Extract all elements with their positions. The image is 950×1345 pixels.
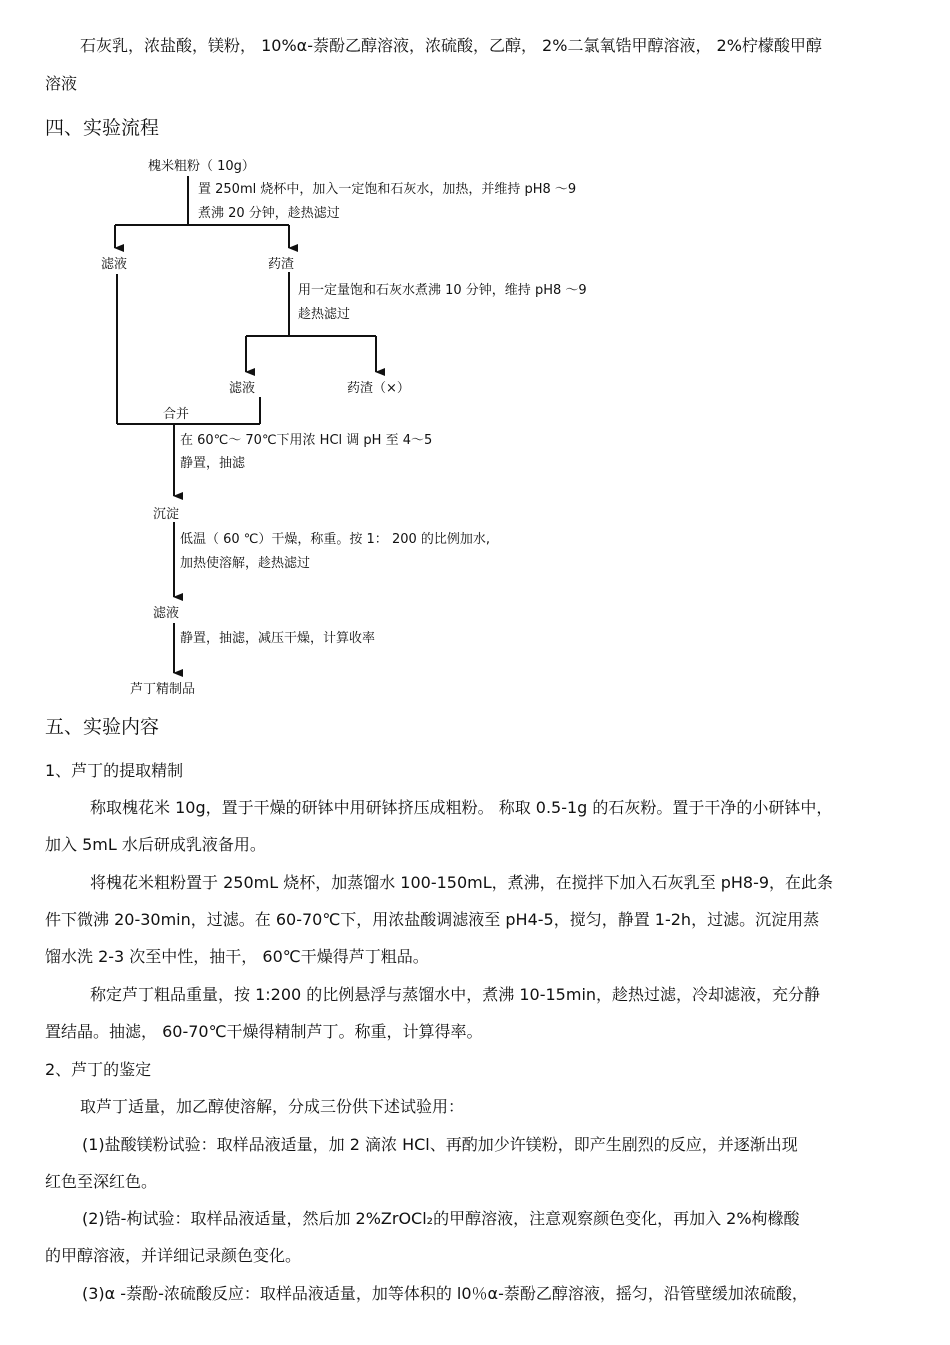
- flow-filtrate-3: 滤液: [153, 606, 180, 621]
- paragraph-2-line-1: 将槐花米粗粉置于 250mL 烧杯，加蒸馏水 100-150mL，煮沸，在搅拌下加入石灰乳至 pH8-9，在此条: [90, 873, 834, 892]
- flow-start: 槐米粗粉（ 10g）: [148, 159, 255, 174]
- paragraph-3-line-1: 称定芦丁粗品重量，按 1:200 的比例悬浮与蒸馏水中，煮沸 10-15min，趁热过滤，冷却滤液，充分静: [90, 985, 821, 1004]
- paragraph-2-line-2: 件下微沸 20-30min，过滤。在 60-70℃下，用浓盐酸调滤液至 pH4-5，搅匀，静置 1-2h，过滤。沉淀用蒸: [45, 910, 820, 929]
- flow-merge: 合并: [163, 407, 190, 422]
- subsection-1-heading: 1、芦丁的提取精制: [45, 761, 184, 780]
- flow-step-1-line-1: 置 250ml 烧杯中，加入一定饱和石灰水，加热，并维持 pH8 ～9: [198, 182, 577, 197]
- flow-step-3-line-1: 在 60℃～ 70℃下用浓 HCl 调 pH 至 4～5: [180, 433, 433, 448]
- subsection-2-heading: 2、芦丁的鉴定: [45, 1060, 152, 1079]
- paragraph-3-line-2: 置结晶。抽滤， 60-70℃干燥得精制芦丁。称重，计算得率。: [45, 1022, 483, 1041]
- flow-filtrate-2: 滤液: [229, 381, 256, 396]
- paragraph-1-line-1: 称取槐花米 10g，置于干燥的研钵中用研钵挤压成粗粉。 称取 0.5-1g 的石灰粉。置于干净的小研钵中，: [90, 798, 833, 817]
- flow-residue-2: 药渣（×）: [347, 381, 410, 396]
- flow-step-2-line-2: 趁热滤过: [298, 307, 351, 322]
- paragraph-1-line-2: 加入 5mL 水后研成乳液备用。: [45, 835, 266, 854]
- reagents-line-1: 石灰乳，浓盐酸，镁粉， 10%α-萘酚乙醇溶液，浓硫酸，乙醇， 2%二氯氧锆甲醇溶液， 2%柠檬酸甲醇: [80, 36, 822, 55]
- test-2-line-2: 的甲醇溶液，并详细记录颜色变化。: [45, 1246, 302, 1265]
- paragraph-2-line-3: 馏水洗 2-3 次至中性，抽干， 60℃干燥得芦丁粗品。: [45, 947, 429, 966]
- flow-step-5: 静置，抽滤，减压干燥，计算收率: [180, 631, 376, 646]
- reagents-line-2: 溶液: [45, 74, 78, 93]
- section-4-heading: 四、实验流程: [45, 117, 160, 139]
- flow-residue-1: 药渣: [268, 257, 295, 272]
- test-1-line-2: 红色至深红色。: [45, 1172, 158, 1191]
- section-5-heading: 五、实验内容: [45, 716, 160, 738]
- test-2-line-1: (2)锆-枸试验：取样品液适量，然后加 2%ZrOCl₂的甲醇溶液，注意观察颜色变化，再加入 2%枸橼酸: [82, 1209, 800, 1228]
- flow-product: 芦丁精制品: [130, 682, 196, 697]
- test-1-line-1: (1)盐酸镁粉试验：取样品液适量，加 2 滴浓 HCl、再酌加少许镁粉，即产生剧烈的反应，并逐渐出现: [82, 1135, 798, 1154]
- flow-step-2-line-1: 用一定量饱和石灰水煮沸 10 分钟，维持 pH8 ～9: [298, 283, 587, 298]
- flow-step-3-line-2: 静置，抽滤: [180, 456, 246, 471]
- flow-step-4-line-1: 低温（ 60 ℃）干燥，称重。按 1： 200 的比例加水,: [180, 532, 491, 547]
- flow-step-1-line-2: 煮沸 20 分钟，趁热滤过: [198, 206, 340, 221]
- flow-step-4-line-2: 加热使溶解，趁热滤过: [180, 556, 311, 571]
- paragraph-4: 取芦丁适量，加乙醇使溶解，分成三份供下述试验用：: [80, 1097, 465, 1116]
- flow-filtrate-1: 滤液: [101, 257, 128, 272]
- test-3-line-1: (3)α -萘酚-浓硫酸反应：取样品液适量，加等体积的 l0％α-萘酚乙醇溶液，摇匀，沿管壁缓加浓硫酸，: [82, 1284, 808, 1303]
- flow-precipitate: 沉淀: [153, 507, 180, 522]
